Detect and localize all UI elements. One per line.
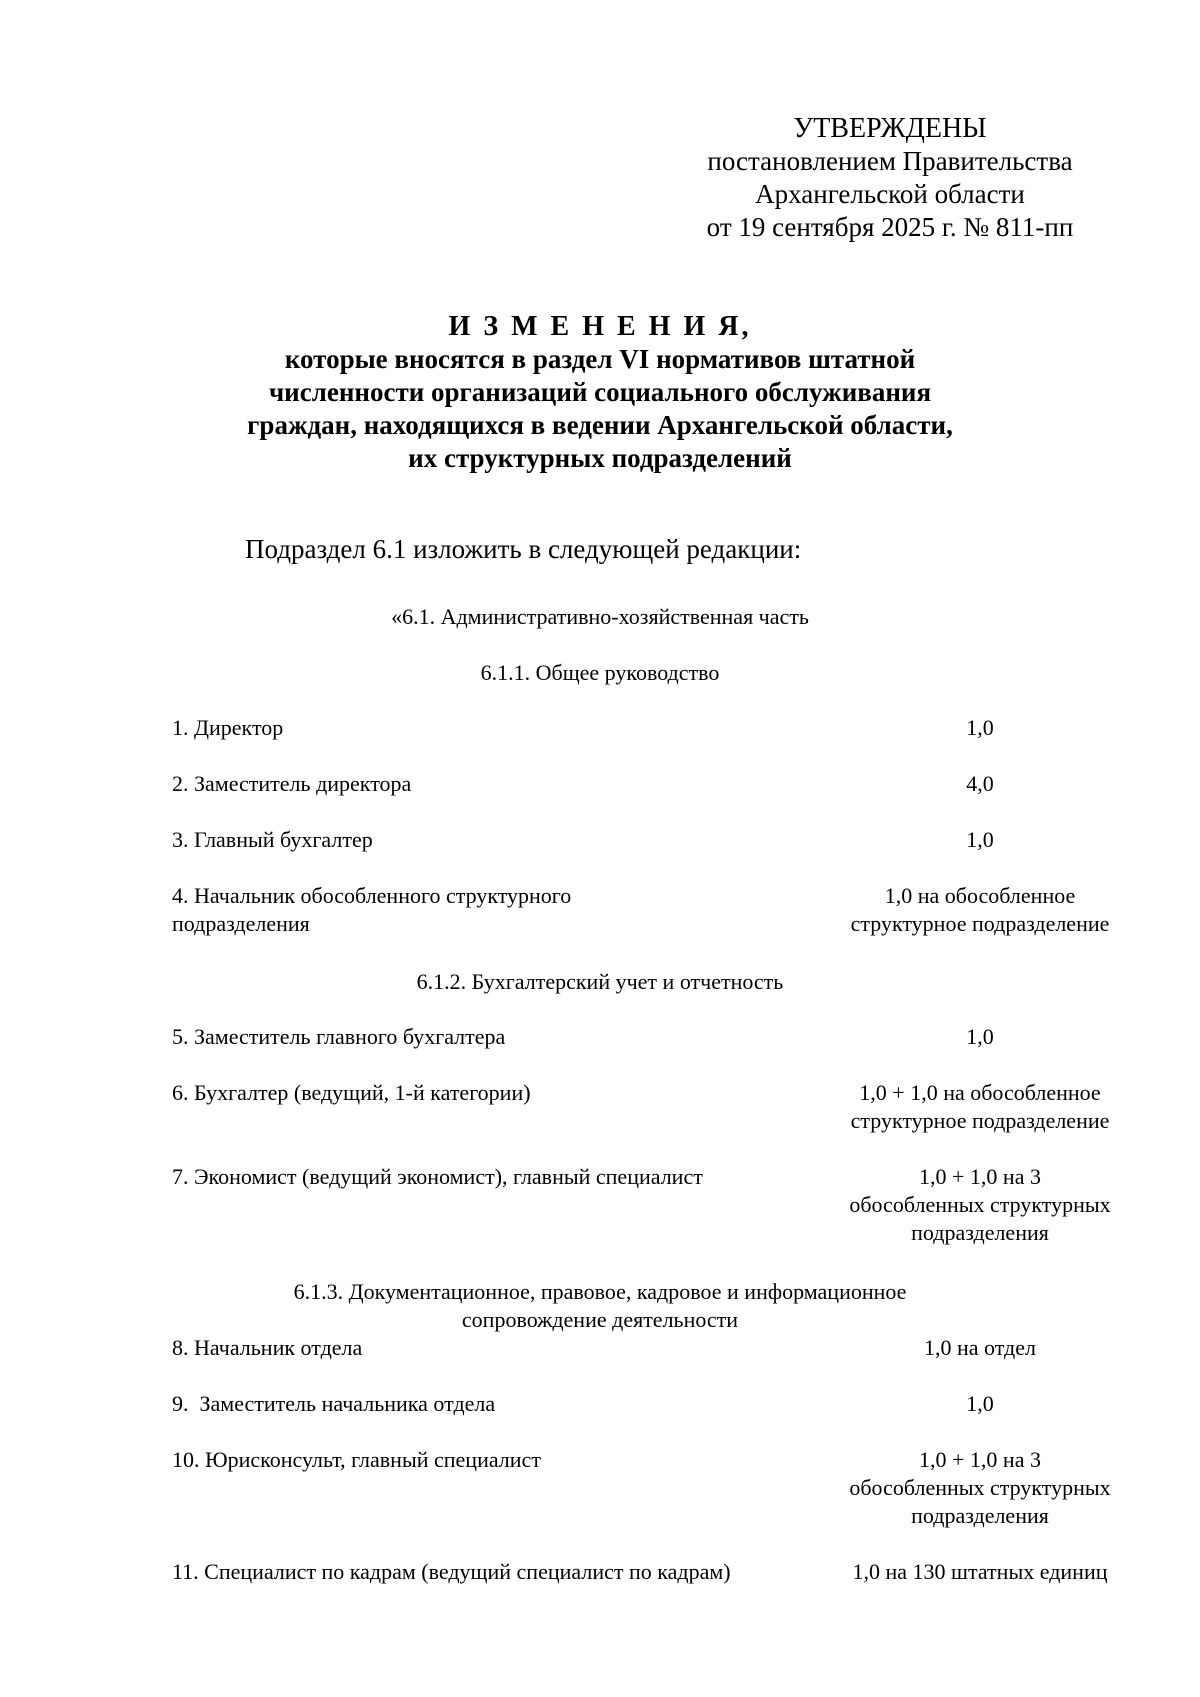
staff-norm-value: 1,0 + 1,0 на 3 обособленных структурных подразделения [849, 1447, 1111, 1528]
approval-line-2: Архангельской области [755, 179, 1025, 209]
title-line-1: которые вносятся в раздел VI нормативов штатной [284, 344, 916, 374]
approval-stamp [690, 112, 1090, 244]
title-line-3: граждан, находящихся в ведении Архангельской области, [247, 410, 953, 440]
approval-line-3: от 19 сентября 2025 г. № 811-пп [706, 212, 1074, 242]
document-title [150, 310, 1050, 475]
staff-position-name: 3. Главный бухгалтер [172, 827, 373, 852]
section-heading: «6.1. Административно-хозяйственная часть [391, 604, 809, 629]
title-line-4: их структурных подразделений [408, 443, 792, 473]
staff-position-name: 4. Начальник обособленного структурного подразделения [172, 883, 572, 936]
staff-norm-value: 1,0 + 1,0 на 3 обособленных структурных подразделения [849, 1164, 1111, 1245]
staff-position-name: 8. Начальник отдела [172, 1335, 363, 1360]
subsection-heading-3: 6.1.3. Документационное, правовое, кадровое и информационное [293, 1279, 907, 1304]
staff-norm-value: 1,0 на 130 штатных единиц [852, 1559, 1108, 1584]
staff-norm-value: 1,0 [966, 827, 994, 852]
staff-position-name: 6. Бухгалтер (ведущий, 1-й категории) [172, 1080, 531, 1105]
staff-position-name: 10. Юрисконсульт, главный специалист [172, 1447, 541, 1472]
staff-position-name: 5. Заместитель главного бухгалтера [172, 1024, 506, 1049]
staff-position-name: 2. Заместитель директора [172, 771, 412, 796]
title-line-2: численности организаций социального обслуживания [268, 377, 932, 407]
approval-line-1: постановлением Правительства [707, 146, 1073, 176]
staff-norm-value: 1,0 + 1,0 на обособленное структурное подразделение [850, 1080, 1110, 1133]
intro-paragraph: Подраздел 6.1 изложить в следующей редакции: [245, 534, 802, 564]
staff-position-name: 9. Заместитель начальника отдела [172, 1391, 496, 1416]
staff-position-name: 1. Директор [172, 715, 284, 740]
subsection-heading-1: 6.1.1. Общее руководство [480, 660, 720, 685]
staff-norm-value: 1,0 [966, 1391, 994, 1416]
staff-norm-value: 1,0 [966, 1024, 994, 1049]
staff-norm-value: 1,0 [966, 715, 994, 740]
staff-norm-value: 1,0 на обособленное структурное подразделение [850, 883, 1110, 936]
approval-word: УТВЕРЖДЕНЫ [793, 113, 987, 144]
title-heading: И З М Е Н Е Н И Я, [448, 311, 752, 342]
staff-norm-value: 1,0 на отдел [923, 1335, 1036, 1360]
staff-position-name: 7. Экономист (ведущий экономист), главный специалист [172, 1164, 703, 1189]
subsection-heading-2: 6.1.2. Бухгалтерский учет и отчетность [416, 969, 784, 994]
staff-position-name: 11. Специалист по кадрам (ведущий специалист по кадрам) [172, 1559, 731, 1584]
subsection-heading-3-cont: сопровождение деятельности [461, 1307, 739, 1332]
staff-norm-value: 4,0 [966, 771, 994, 796]
